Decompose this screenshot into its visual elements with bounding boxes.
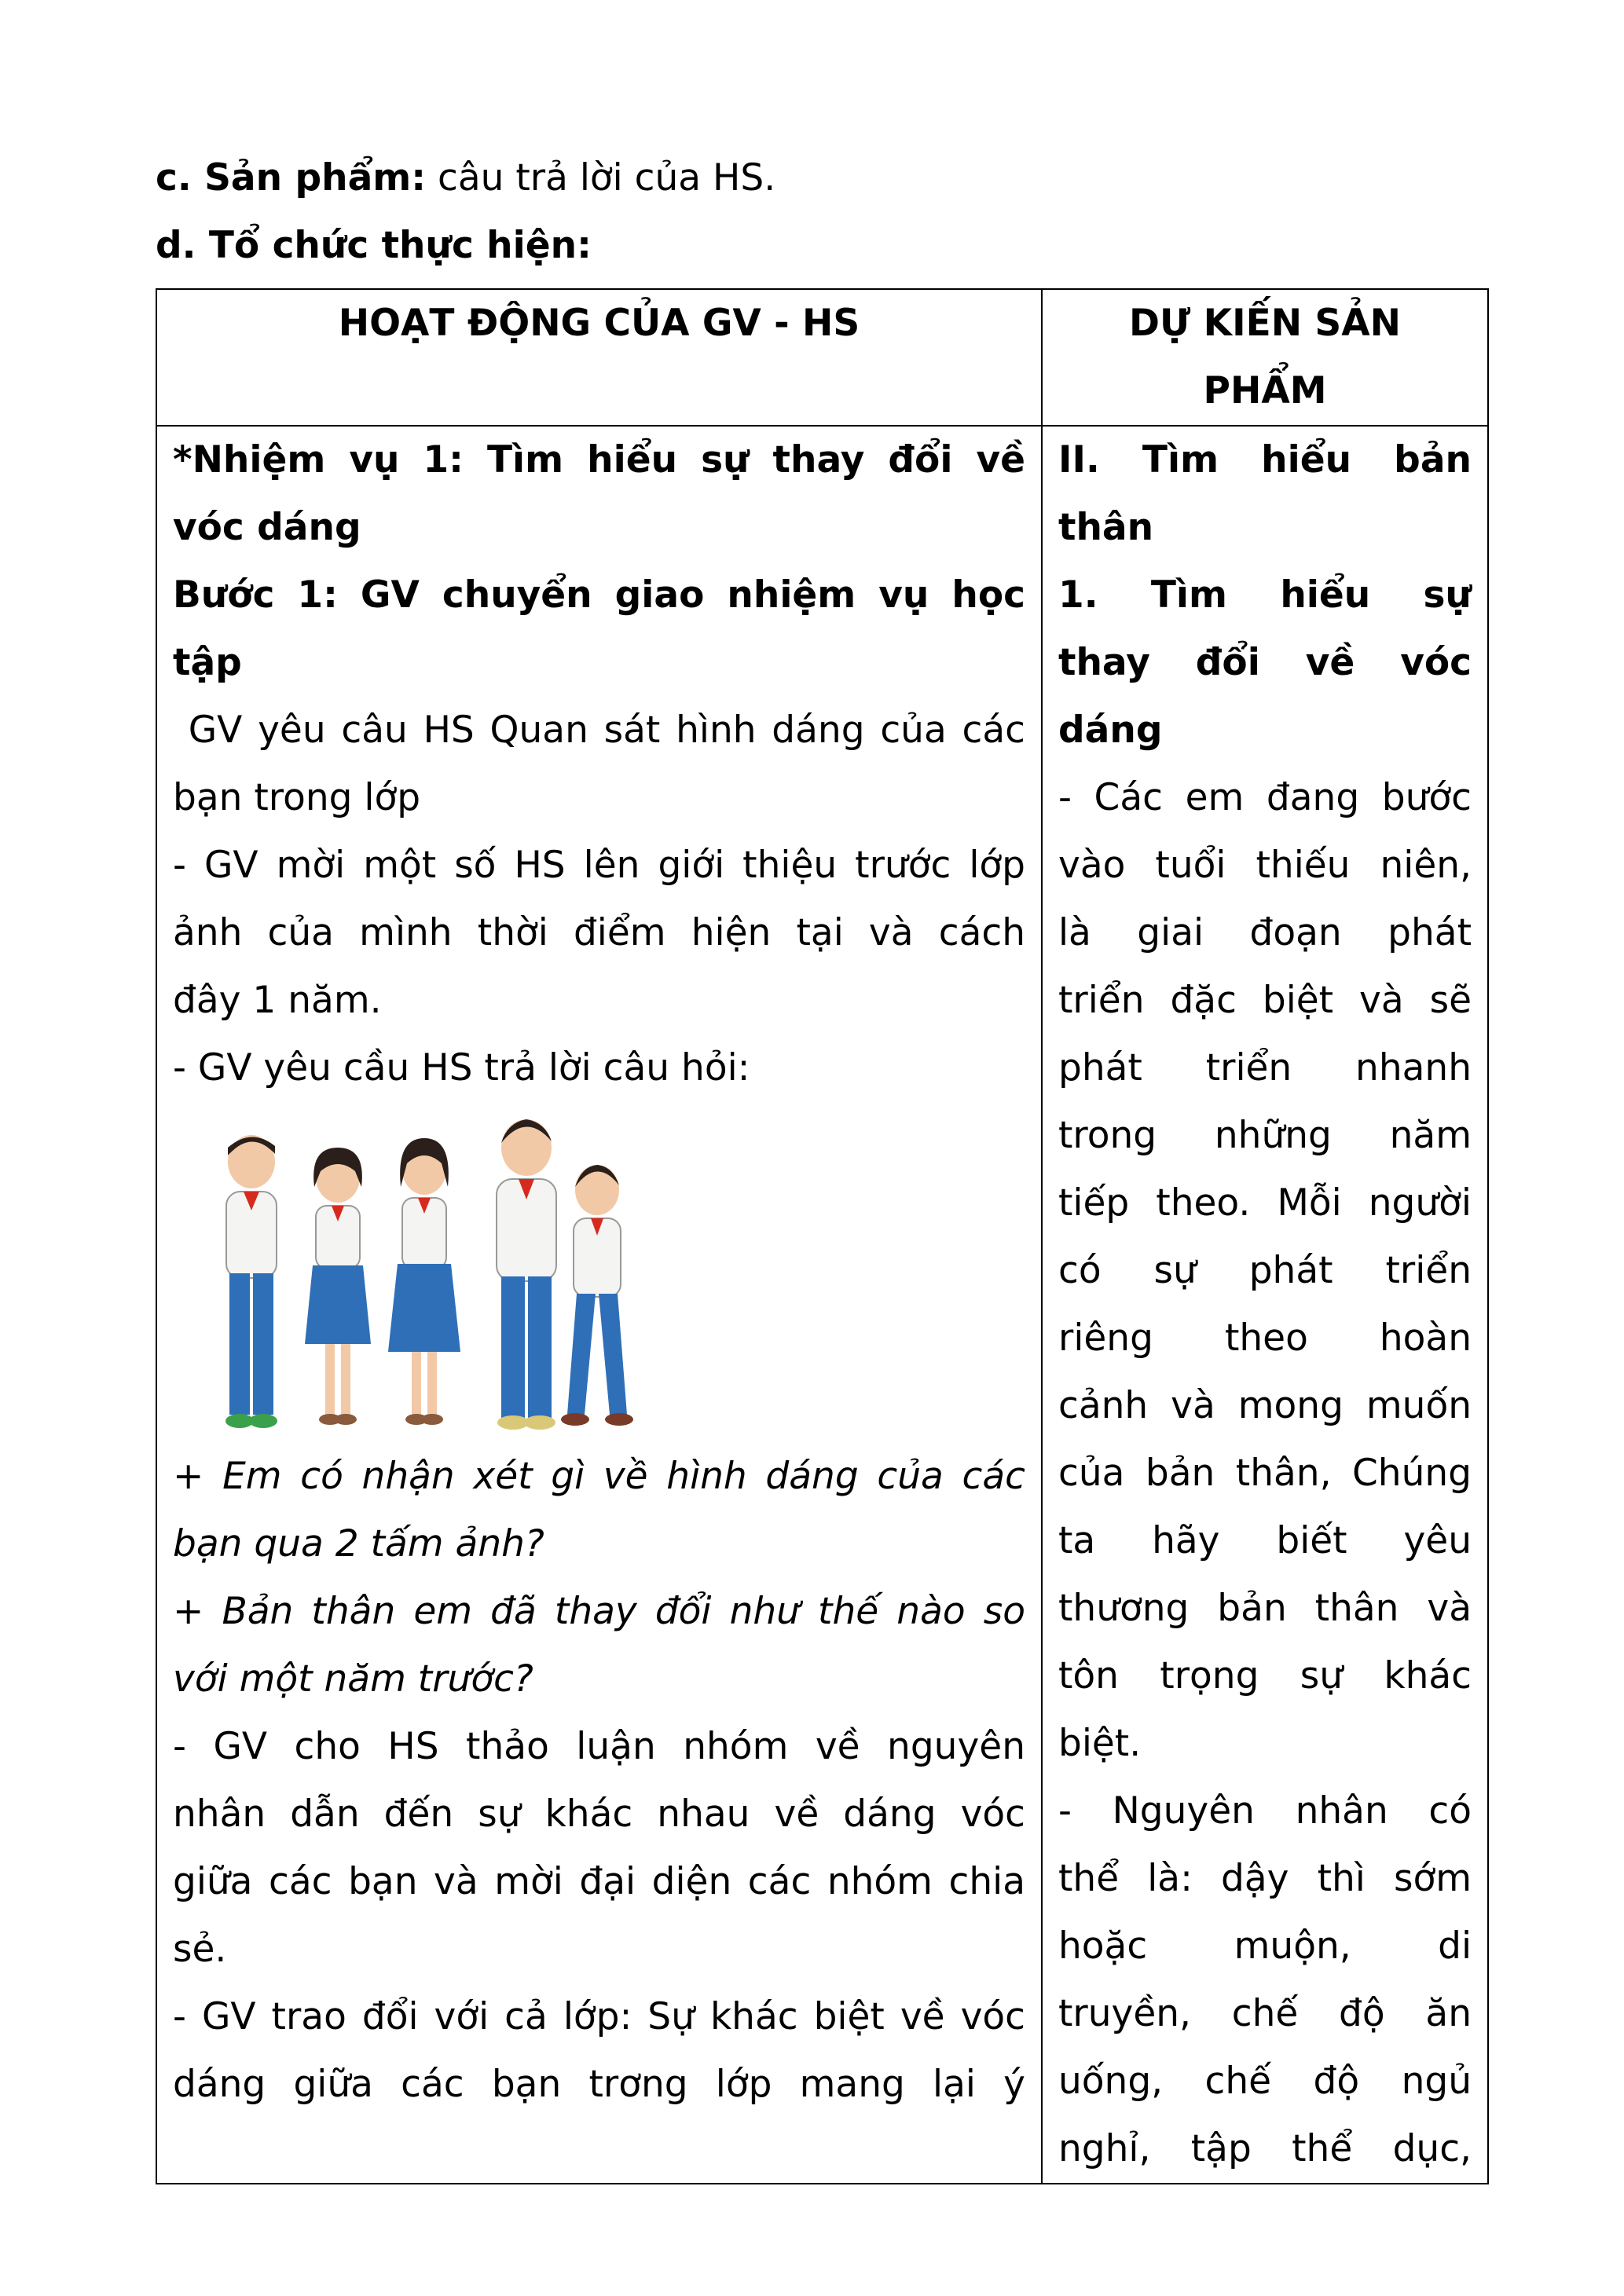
text-line: - Các em đang bước (1058, 776, 1472, 819)
text-line: tôn trọng sự khác (1058, 1654, 1472, 1697)
text-line: trong những năm (1058, 1114, 1472, 1157)
text-line: sẻ. (173, 1928, 227, 1971)
text-line: là giai đoạn phát (1058, 911, 1472, 954)
text-line: hoặc muộn, di (1058, 1924, 1472, 1968)
section-heading: II. Tìm hiểu bản (1058, 438, 1472, 482)
expected-products-cell (1042, 426, 1488, 2184)
product-line (156, 145, 775, 212)
task-1-title: *Nhiệm vụ 1: Tìm hiểu sự thay đổi về (173, 438, 1025, 482)
text-line: riêng theo hoàn (1058, 1316, 1472, 1360)
text-line: triển đặc biệt và sẽ (1058, 979, 1472, 1022)
text-line: thể là: dậy thì sớm (1058, 1857, 1472, 1900)
text-line: của bản thân, Chúng (1058, 1452, 1472, 1495)
product-text: câu trả lời của HS. (426, 156, 776, 200)
activities-cell (156, 426, 1042, 2184)
students-illustration (173, 1108, 644, 1438)
text-line: biệt. (1058, 1722, 1142, 1765)
question-1: + Em có nhận xét gì về hình dáng của các (173, 1455, 1025, 1498)
text-line: ảnh của mình thời điểm hiện tại và cách (173, 911, 1025, 954)
text-line: nghỉ, tập thể dục, (1058, 2127, 1472, 2170)
text-line: cảnh và mong muốn (1058, 1384, 1472, 1427)
question-2-cont: với một năm trước? (173, 1657, 533, 1701)
text-line: - GV mời một số HS lên giới thiệu trước lớp (173, 844, 1025, 887)
text-line: uống, chế độ ngủ (1058, 2060, 1472, 2103)
text-line: - GV trao đổi với cả lớp: Sự khác biệt về vóc (173, 1995, 1025, 2038)
col-header-activities: HOẠT ĐỘNG CỦA GV - HS (156, 289, 1042, 426)
subsection-heading: 1. Tìm hiểu sự (1058, 573, 1472, 617)
task-1-title-cont: vóc dáng (173, 506, 361, 549)
table-body-row (156, 426, 1488, 2184)
text-line: tiếp theo. Mỗi người (1058, 1181, 1472, 1225)
subsection-heading-cont: thay đổi về vóc (1058, 641, 1472, 684)
text-line: vào tuổi thiếu niên, (1058, 844, 1472, 887)
text-line: - GV cho HS thảo luận nhóm về nguyên (173, 1725, 1025, 1768)
organization-heading: d. Tổ chức thực hiện: (156, 224, 592, 267)
text-line: truyền, chế độ ăn (1058, 1992, 1472, 2035)
text-line: giữa các bạn và mời đại diện các nhóm chia (173, 1860, 1025, 1903)
text-line: bạn trong lớp (173, 776, 421, 819)
text-line: nhân dẫn đến sự khác nhau về dáng vóc (173, 1792, 1025, 1836)
step-1-title: Bước 1: GV chuyển giao nhiệm vụ học (173, 573, 1025, 617)
question-2: + Bản thân em đã thay đổi như thế nào so (173, 1590, 1025, 1633)
lesson-plan-table (156, 288, 1489, 2184)
step-1-title-cont: tập (173, 641, 242, 684)
text-line: đây 1 năm. (173, 979, 382, 1022)
text-line: - Nguyên nhân có (1058, 1789, 1472, 1833)
text-line: phát triển nhanh (1058, 1046, 1472, 1089)
text-line: dáng giữa các bạn trơng lớp mang lại ý (173, 2063, 1025, 2106)
text-line: có sự phát triển (1058, 1249, 1472, 1292)
product-label: c. Sản phẩm: (156, 156, 427, 200)
text-line: ta hãy biết yêu (1058, 1519, 1472, 1562)
text-line: GV yêu câu HS Quan sát hình dáng của các (173, 709, 1025, 752)
table-header-row (156, 289, 1488, 426)
text-line: - GV yêu cầu HS trả lời câu hỏi: (173, 1046, 750, 1089)
subsection-heading-end: dáng (1058, 709, 1163, 752)
question-1-cont: bạn qua 2 tấm ảnh? (173, 1522, 544, 1565)
text-line: thương bản thân và (1058, 1587, 1472, 1630)
section-heading-cont: thân (1058, 506, 1154, 549)
col-header-expected-products: DỰ KIẾN SẢN PHẨM (1042, 289, 1488, 426)
